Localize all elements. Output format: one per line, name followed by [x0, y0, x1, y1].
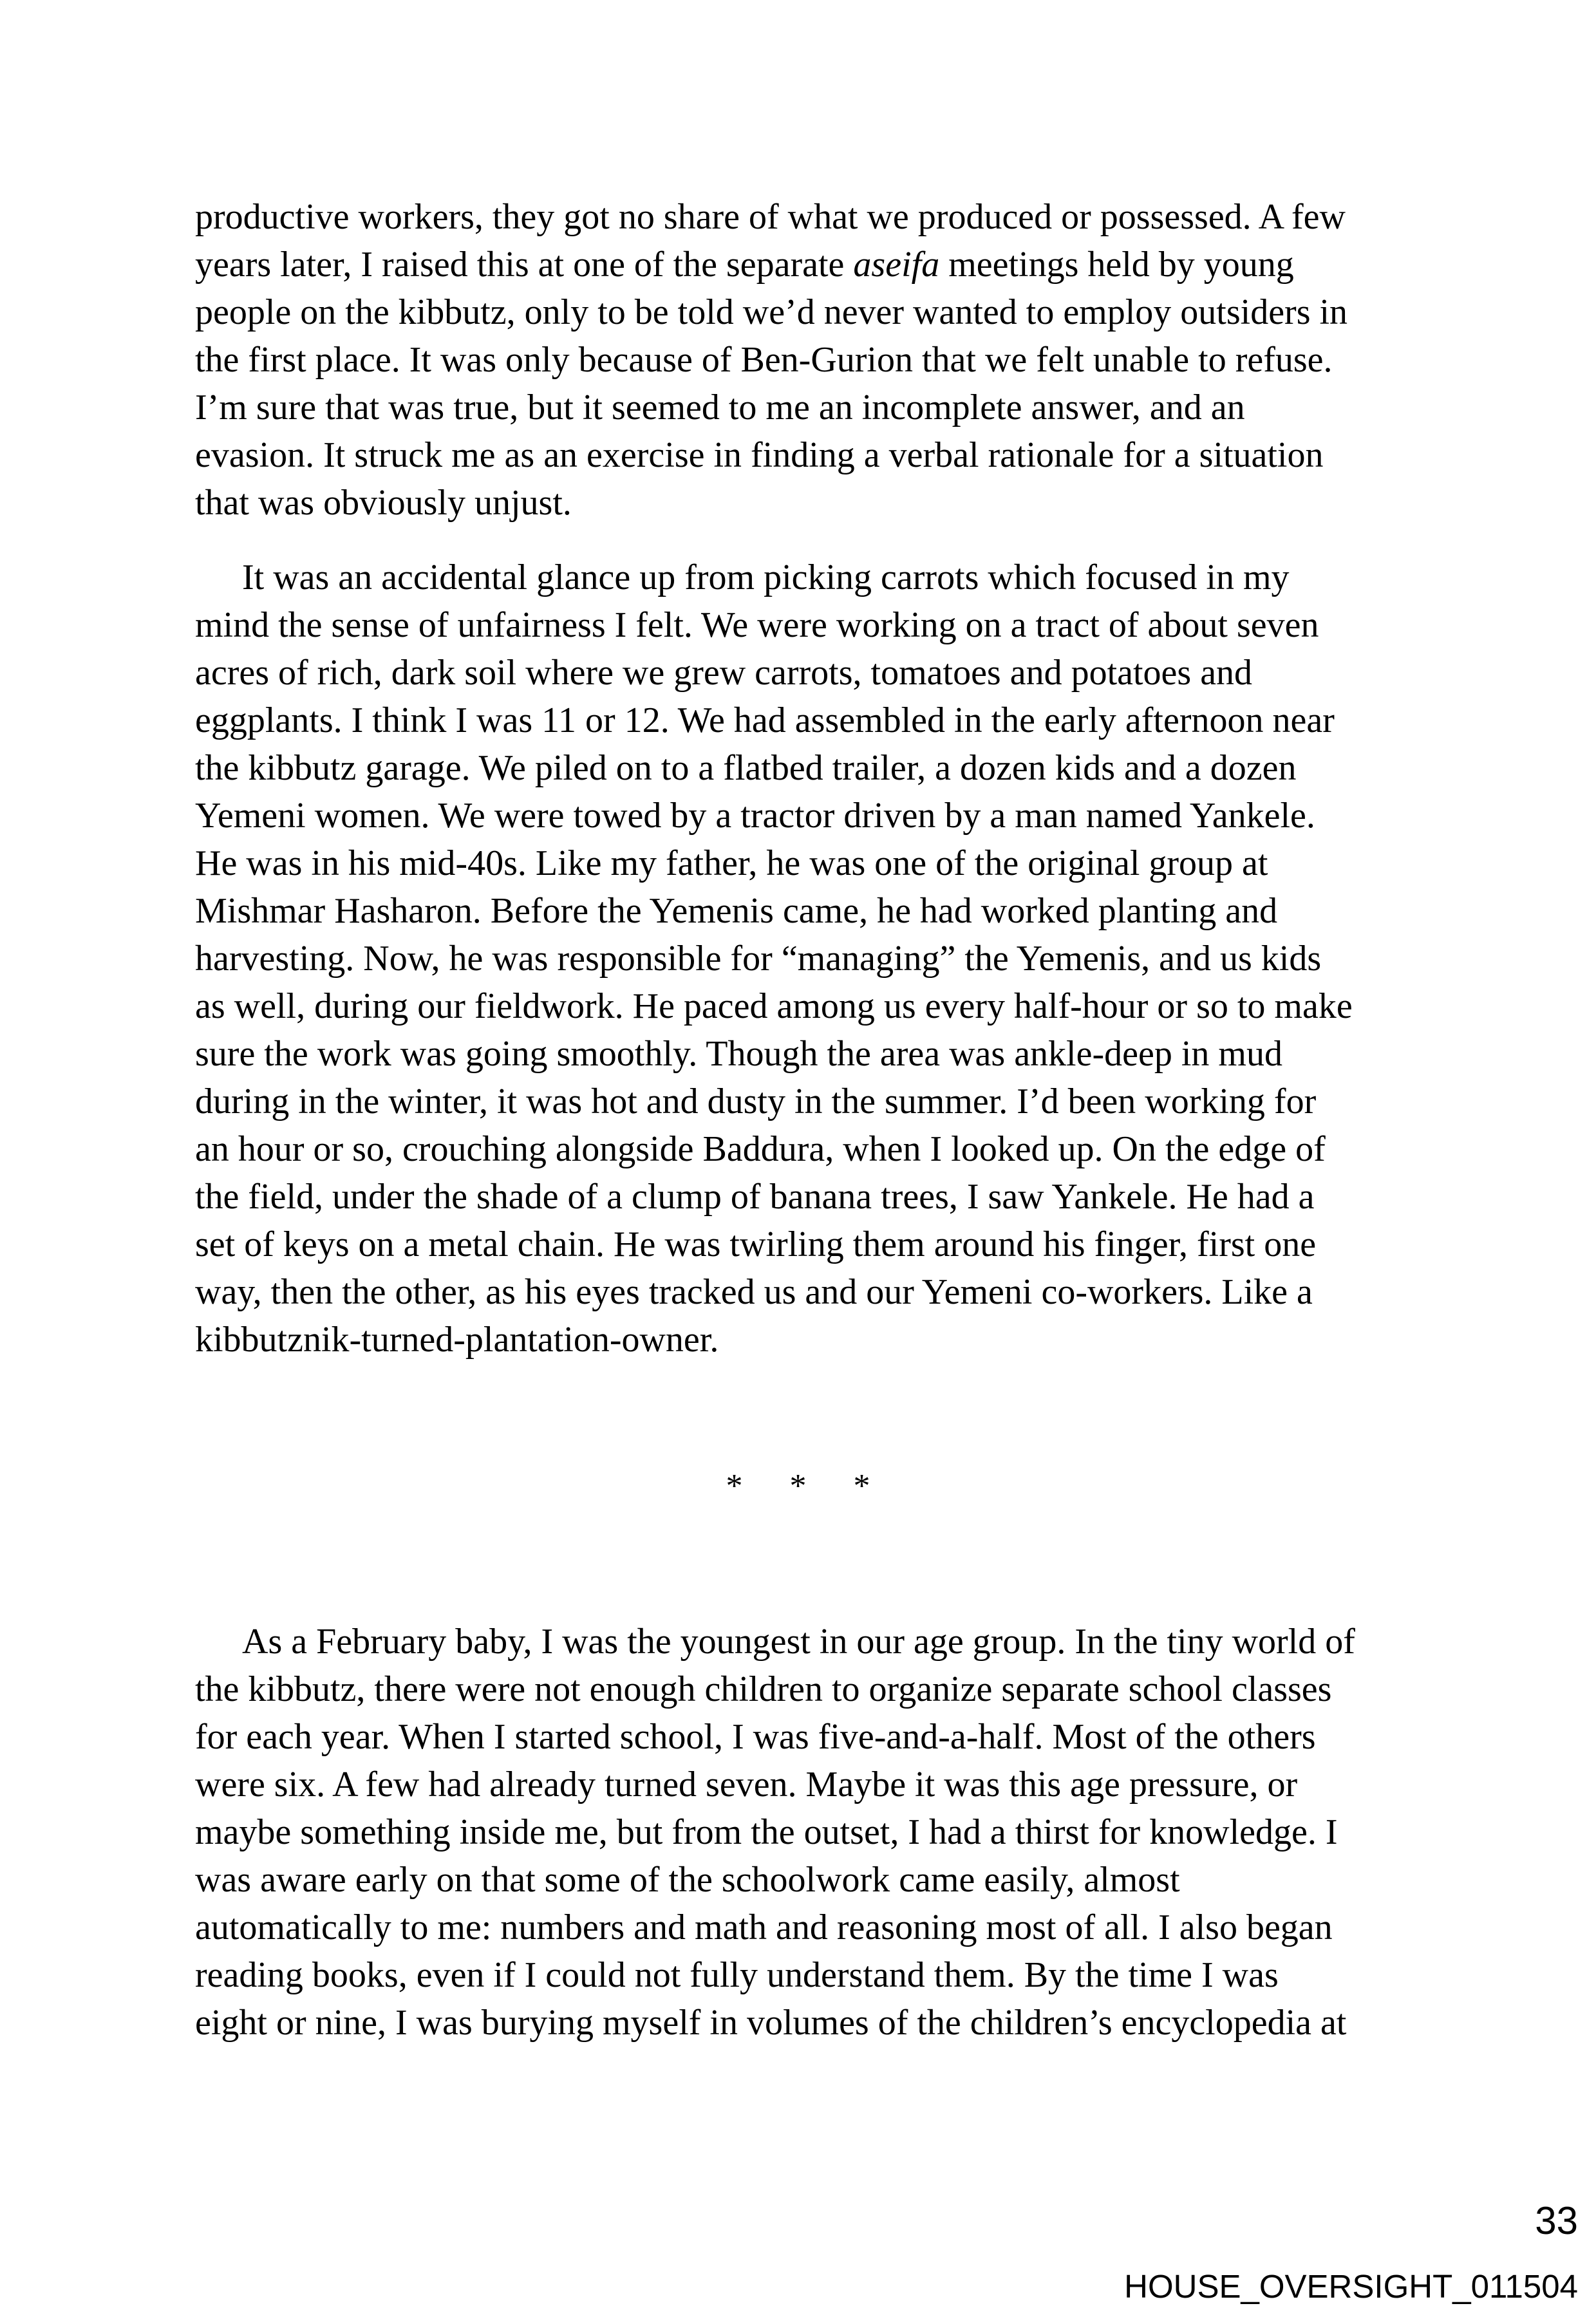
text-line: people on the kibbutz, only to be told we’d never wanted to employ outsiders in [195, 292, 1348, 332]
text-line: Mishmar Hasharon. Before the Yemenis came, he had worked planting and [195, 891, 1278, 931]
text-line: eggplants. I think I was 11 or 12. We had assembled in the early afternoon near [195, 700, 1335, 740]
text-line: that was obviously unjust. [195, 483, 572, 523]
footer-stamp: HOUSE_OVERSIGHT_011504 [1124, 2268, 1578, 2305]
text-segment: meetings held by young [939, 245, 1294, 285]
text-line: It was an accidental glance up from picking carrots which focused in my [242, 558, 1290, 597]
text-line: sure the work was going smoothly. Though the area was ankle-deep in mud [195, 1034, 1282, 1074]
section-break: * * * [726, 1468, 870, 1505]
text-line: productive workers, they got no share of what we produced or possessed. A few [195, 197, 1346, 237]
text-line: automatically to me: numbers and math and reasoning most of all. I also began [195, 1908, 1333, 1947]
text-line: acres of rich, dark soil where we grew carrots, tomatoes and potatoes and [195, 653, 1253, 693]
text-line: during in the winter, it was hot and dusty in the summer. I’d been working for [195, 1082, 1317, 1121]
paragraph-1 [195, 193, 1450, 527]
text-line: the kibbutz, there were not enough children to organize separate school classes [195, 1669, 1332, 1709]
text-line: evasion. It struck me as an exercise in finding a verbal rationale for a situation [195, 435, 1324, 475]
text-line: the kibbutz garage. We piled on to a flatbed trailer, a dozen kids and a dozen [195, 748, 1297, 788]
text-line: way, then the other, as his eyes tracked us and our Yemeni co-workers. Like a [195, 1272, 1313, 1312]
text-line: As a February baby, I was the youngest in our age group. In the tiny world of [242, 1622, 1355, 1662]
text-line: I’m sure that was true, but it seemed to me an incomplete answer, and an [195, 388, 1245, 427]
text-line: eight or nine, I was burying myself in volumes of the children’s encyclopedia at [195, 2003, 1347, 2043]
text-line: as well, during our fieldwork. He paced among us every half-hour or so to make [195, 986, 1353, 1026]
text-line: were six. A few had already turned seven. Maybe it was this age pressure, or [195, 1765, 1298, 1804]
paragraph-2 [195, 554, 1450, 1364]
text-line: was aware early on that some of the schoolwork came easily, almost [195, 1860, 1180, 1900]
text-line: for each year. When I started school, I was five-and-a-half. Most of the others [195, 1717, 1316, 1757]
text-line: the first place. It was only because of Ben-Gurion that we felt unable to refuse. [195, 340, 1333, 380]
text-line: reading books, even if I could not fully understand them. By the time I was [195, 1955, 1279, 1995]
text-line: kibbutznik-turned-plantation-owner. [195, 1320, 719, 1360]
paragraph-3 [195, 1618, 1450, 2047]
text-line: mind the sense of unfairness I felt. We were working on a tract of about seven [195, 605, 1319, 645]
text-line [195, 241, 1450, 288]
italic-term: aseifa [853, 245, 940, 285]
text-line: Yemeni women. We were towed by a tractor driven by a man named Yankele. [195, 796, 1315, 836]
text-line: an hour or so, crouching alongside Baddura, when I looked up. On the edge of [195, 1129, 1326, 1169]
text-line: the field, under the shade of a clump of banana trees, I saw Yankele. He had a [195, 1177, 1315, 1217]
page-number: 33 [1535, 2199, 1578, 2242]
text-line: He was in his mid-40s. Like my father, he was one of the original group at [195, 843, 1268, 883]
text-line: set of keys on a metal chain. He was twirling them around his finger, first one [195, 1224, 1317, 1264]
text-segment: years later, I raised this at one of the separate [195, 245, 854, 285]
text-line: maybe something inside me, but from the outset, I had a thirst for knowledge. I [195, 1812, 1338, 1852]
text-line: harvesting. Now, he was responsible for “managing” the Yemenis, and us kids [195, 939, 1322, 979]
